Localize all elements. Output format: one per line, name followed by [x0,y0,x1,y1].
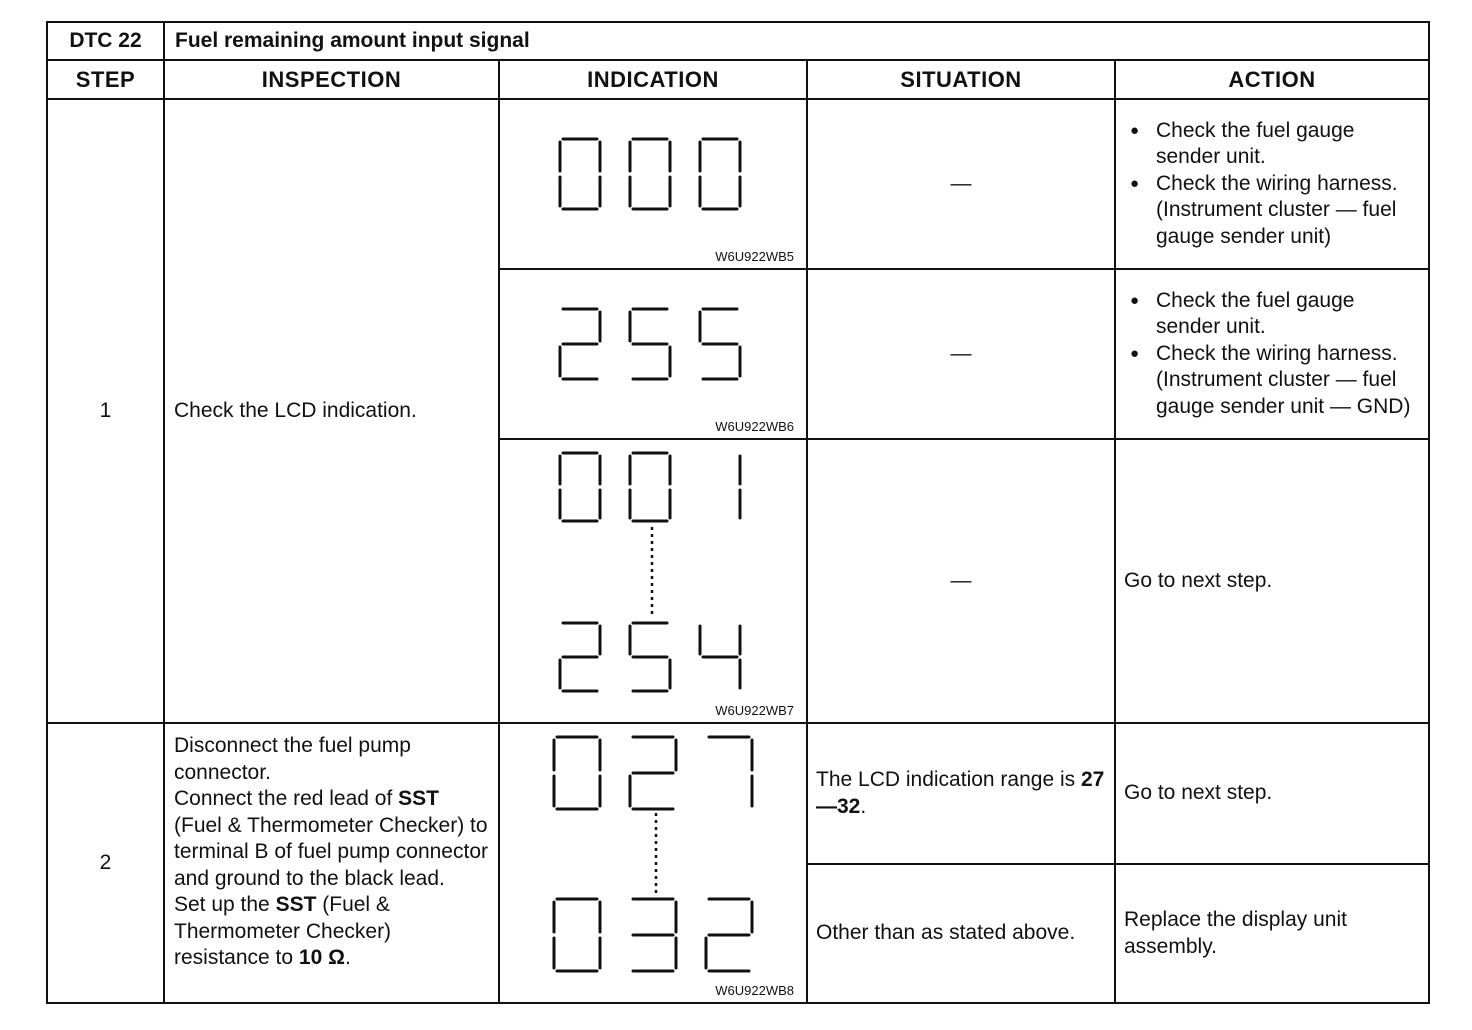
action-item: ● Check the fuel gauge sender unit. [1124,288,1420,341]
step2-inspection: Disconnect the fuel pump connector. Connect the red lead of SST (Fuel & Thermometer Checker) to terminal B of fuel pump connector and ground to the black lead. Set up the SST (Fuel & Thermometer Checker) resistance to 10 Ω. [164,723,499,1003]
column-situation: SITUATION [807,60,1115,99]
dtc-table [46,21,1430,1004]
lcd-digit [700,626,740,688]
dtc-title: Fuel remaining amount input signal [164,22,1429,60]
situation-cell: — [807,99,1115,269]
lcd-display-range [500,441,806,721]
lcd-display-range [500,725,806,1001]
action-cell: Go to next step. [1115,439,1429,723]
column-inspection: INSPECTION [164,60,499,99]
action-cell: Replace the display unit assembly. [1115,864,1429,1003]
lcd-digit [706,899,752,971]
indication-cell [499,99,807,269]
lcd-digit [709,737,752,806]
figure-ref: W6U922WB8 [715,983,794,998]
lcd-digit [630,139,670,209]
column-header-row [47,60,1429,99]
lcd-digit [630,453,670,521]
action-item: ● Check the wiring harness. (Instrument cluster — fuel gauge sender unit — GND) [1124,341,1420,421]
step-number: 2 [47,723,164,1003]
action-cell [1115,269,1429,439]
indication-cell [499,269,807,439]
dtc-code: DTC 22 [47,22,164,60]
figure-ref: W6U922WB5 [715,249,794,264]
lcd-digit [560,453,600,521]
title-row [47,22,1429,60]
lcd-digit [630,737,676,809]
indication-cell [499,439,807,723]
action-cell [1115,99,1429,269]
figure-ref: W6U922WB6 [715,419,794,434]
lcd-digit [700,139,740,209]
step2-row-a [47,723,1429,864]
lcd-display [500,101,806,267]
lcd-digit [630,623,670,691]
lcd-digit [554,737,600,809]
figure-ref: W6U922WB7 [715,703,794,718]
column-indication: INDICATION [499,60,807,99]
lcd-digit [700,309,740,379]
step-number: 1 [47,99,164,723]
lcd-digit [560,623,600,691]
situation-cell: Other than as stated above. [807,864,1115,1003]
lcd-digit [633,899,676,971]
lcd-display [500,271,806,437]
step1-inspection: Check the LCD indication. [164,99,499,723]
indication-cell [499,723,807,1003]
lcd-digit [554,899,600,971]
action-cell: Go to next step. [1115,723,1429,864]
action-item: ● Check the wiring harness. (Instrument cluster — fuel gauge sender unit) [1124,171,1420,251]
situation-cell: — [807,269,1115,439]
lcd-digit [560,309,600,379]
lcd-digit [560,139,600,209]
situation-cell: The LCD indication range is 27—32. [807,723,1115,864]
action-item: ● Check the fuel gauge sender unit. [1124,118,1420,171]
step1-row-a [47,99,1429,269]
column-action: ACTION [1115,60,1429,99]
column-step: STEP [47,60,164,99]
lcd-digit [630,309,670,379]
situation-cell: — [807,439,1115,723]
